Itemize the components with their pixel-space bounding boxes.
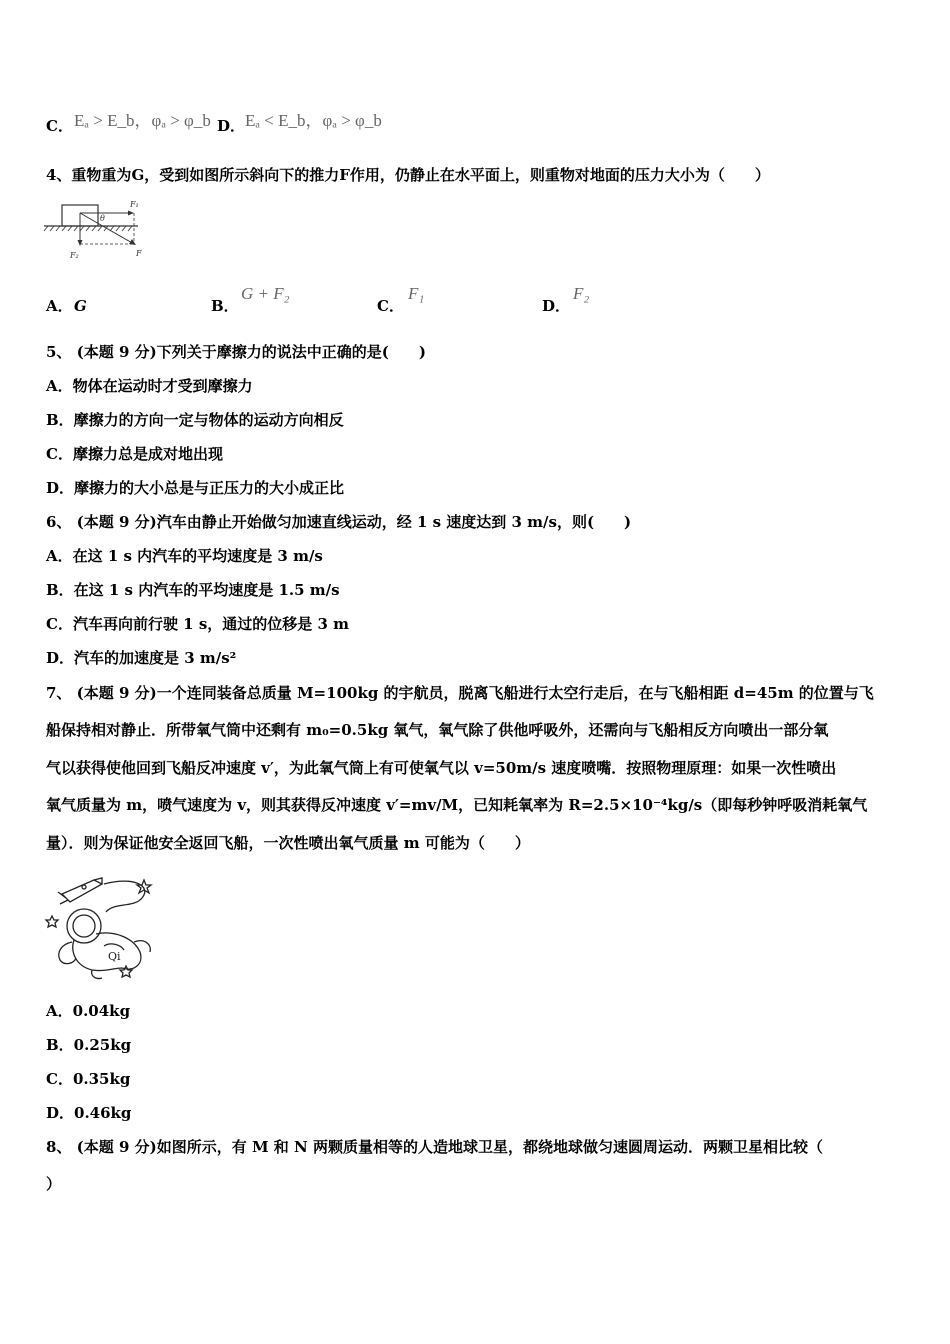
q3-option-c-label: C． — [46, 117, 73, 135]
q4-option-b-label: B． — [211, 297, 239, 315]
q7-astronaut-illustration — [44, 872, 160, 982]
q4-option-c-label: C． — [377, 297, 404, 315]
q4-option-d-label: D． — [542, 297, 571, 315]
q5-stem: 5、 (本题 9 分)下列关于摩擦力的说法中正确的是( ) — [46, 343, 426, 361]
q5-option-a: A．物体在运动时才受到摩擦力 — [46, 377, 253, 395]
q7-line-2: 船保持相对静止．所带氧气筒中还剩有 m₀=0.5kg 氧气，氧气除了供他呼吸外，还需向与飞船相反方向喷出一部分氧 — [46, 721, 829, 739]
q7-line-4: 氧气质量为 m，喷气速度为 v，则其获得反冲速度 v′=mv/M，已知耗氧率为 R=2.5×10⁻⁴kg/s（即每秒钟呼吸消耗氧气 — [46, 796, 868, 814]
q6-option-d: D．汽车的加速度是 3 m/s² — [46, 649, 237, 667]
q6-option-b: B．在这 1 s 内汽车的平均速度是 1.5 m/s — [46, 581, 340, 599]
q5-option-b: B．摩擦力的方向一定与物体的运动方向相反 — [46, 411, 344, 429]
q4-option-c-value: F₁ — [408, 284, 425, 303]
q4-label-f: F — [136, 249, 142, 258]
q4-force-diagram — [42, 196, 152, 262]
q7-option-d: D．0.46kg — [46, 1104, 132, 1122]
q7-line-5: 量）．则为保证他安全返回飞船，一次性喷出氧气质量 m 可能为（ ） — [46, 834, 530, 852]
q5-option-d: D．摩擦力的大小总是与正压力的大小成正比 — [46, 479, 345, 497]
q8-line-2: ） — [46, 1175, 62, 1193]
q6-stem: 6、 (本题 9 分)汽车由静止开始做匀加速直线运动，经 1 s 速度达到 3 m/s，则( ) — [46, 513, 632, 531]
q7-option-b: B．0.25kg — [46, 1036, 132, 1054]
q4-label-f1: F₁ — [130, 200, 139, 209]
q4-label-f2: F₂ — [70, 251, 79, 260]
q6-option-a: A．在这 1 s 内汽车的平均速度是 3 m/s — [46, 547, 323, 565]
q5-option-c: C．摩擦力总是成对地出现 — [46, 445, 223, 463]
svg-text:Qi: Qi — [108, 950, 121, 963]
q4-option-a-label: A． — [46, 297, 73, 315]
q4-option-b-value: G + F₂ — [241, 284, 290, 303]
q7-line-3: 气以获得使他回到飞船反冲速度 v′，为此氧气筒上有可使氧气以 v=50m/s 速度喷嘴．按照物理原理：如果一次性喷出 — [46, 759, 837, 777]
q8-line-1: 8、 (本题 9 分)如图所示，有 M 和 N 两颗质量相等的人造地球卫星，都绕地球做匀速圆周运动．两颗卫星相比较（ — [46, 1138, 823, 1156]
q7-option-c: C．0.35kg — [46, 1070, 131, 1088]
q4-stem: 4、重物重为G，受到如图所示斜向下的推力F作用，仍静止在水平面上，则重物对地面的压力大小为（ ） — [46, 166, 770, 184]
q4-label-theta: θ — [100, 214, 105, 223]
q4-option-d-value: F₂ — [573, 284, 590, 303]
q4-option-a-value: G — [74, 297, 87, 315]
q3-option-d-formula: Eₐ < E_b，φₐ > φ_b — [245, 111, 382, 130]
q3-option-d-label: D． — [217, 117, 246, 135]
q7-line-1: 7、 (本题 9 分)一个连同装备总质量 M=100kg 的宇航员，脱离飞船进行太空行走后，在与飞船相距 d=45m 的位置与飞 — [46, 684, 874, 702]
q3-option-c-formula: Eₐ > E_b，φₐ > φ_b — [74, 111, 211, 130]
q6-option-c: C．汽车再向前行驶 1 s，通过的位移是 3 m — [46, 615, 350, 633]
q7-option-a: A．0.04kg — [46, 1002, 131, 1020]
